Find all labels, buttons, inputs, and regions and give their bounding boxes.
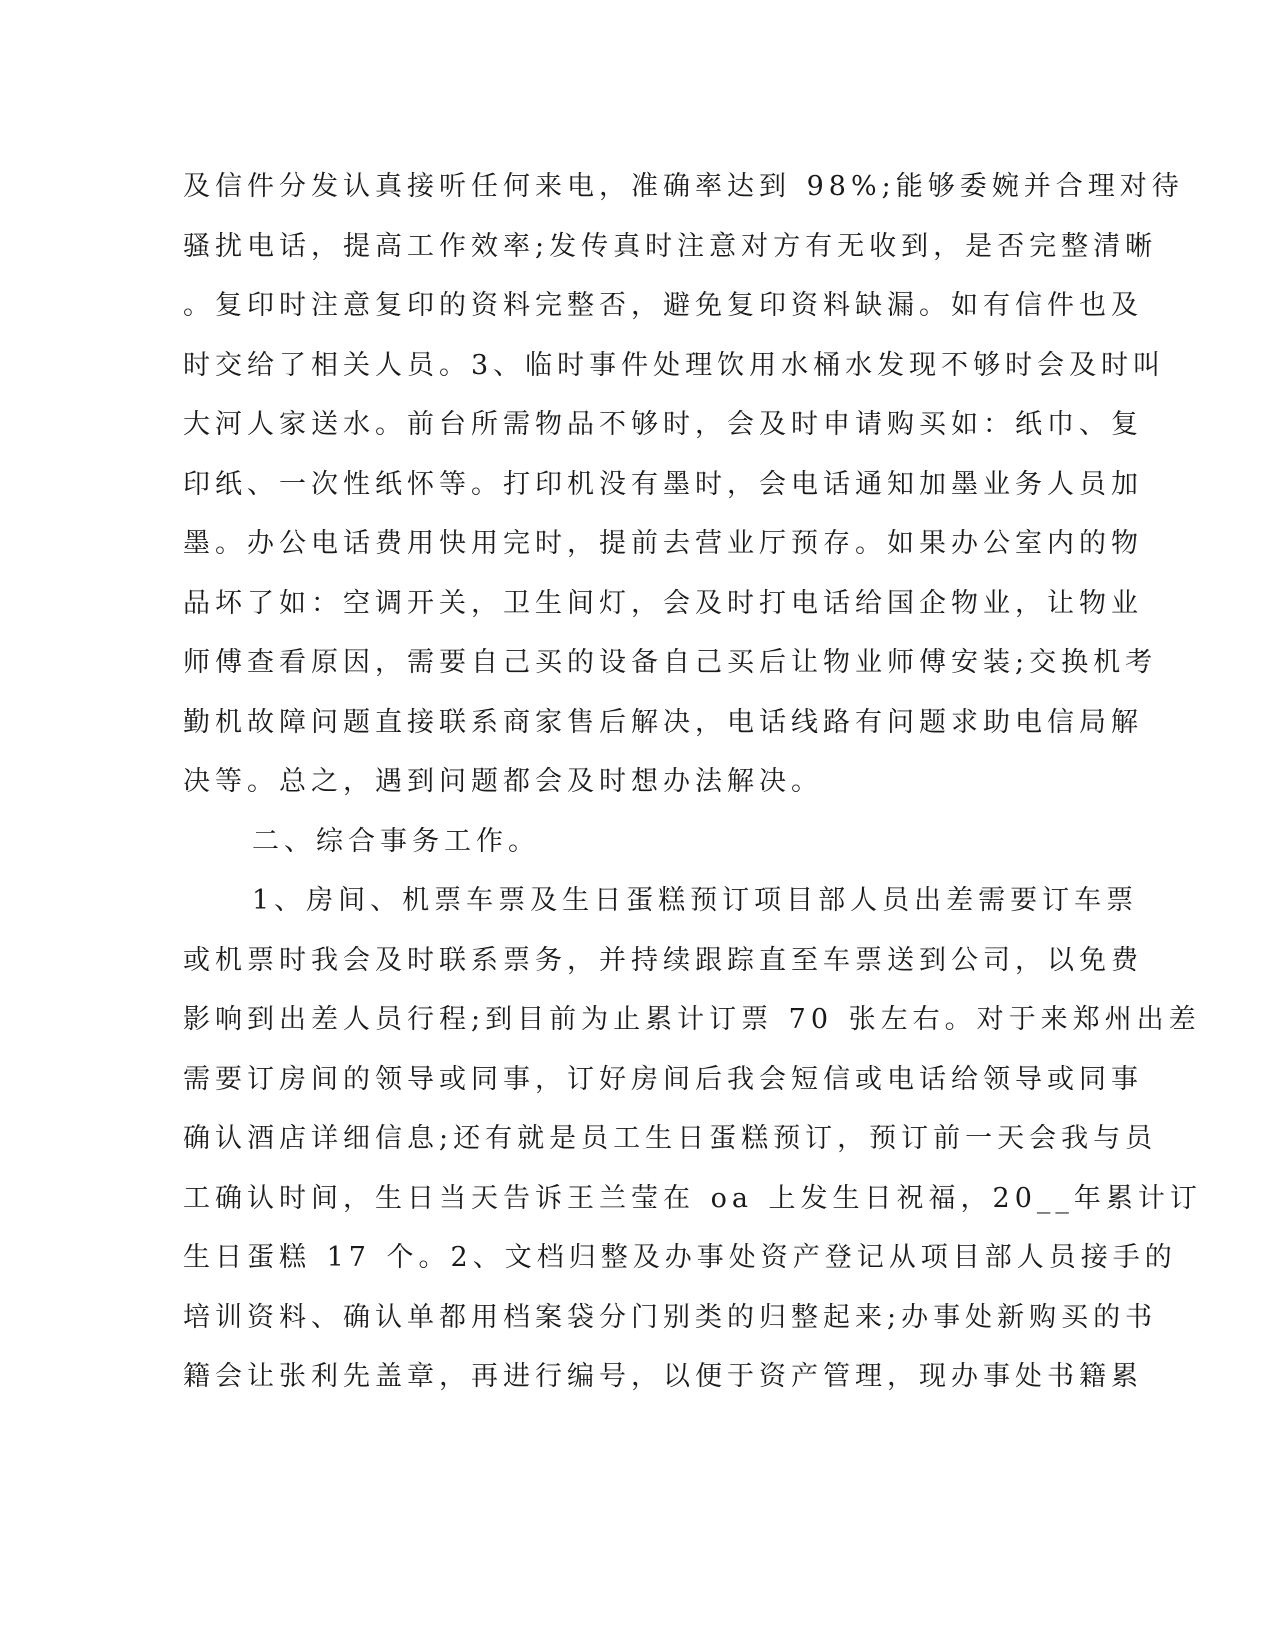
body-line-3: 。复印时注意复印的资料完整否，避免复印资料缺漏。如有信件也及 — [183, 290, 1143, 321]
body-line-9: 师傅查看原因，需要自己买的设备自己买后让物业师傅安装;交换机考 — [183, 647, 1158, 678]
body-line-19: 生日蛋糕 17 个。2、文档归整及办事处资产登记从项目部人员接手的 — [183, 1242, 1177, 1273]
body-line-8: 品坏了如：空调开关，卫生间灯，会及时打电话给国企物业，让物业 — [183, 587, 1143, 619]
body-line-6: 印纸、一次性纸怀等。打印机没有墨时，会电话通知加墨业务人员加 — [183, 468, 1143, 500]
body-line-21: 籍会让张利先盖章，再进行编号，以便于资产管理，现办事处书籍累 — [183, 1361, 1143, 1392]
body-line-20: 培训资料、确认单都用档案袋分门别类的归整起来;办事处新购买的书 — [183, 1301, 1158, 1333]
body-line-7: 墨。办公电话费用快用完时，提前去营业厅预存。如果办公室内的物 — [183, 528, 1143, 559]
body-line-16: 需要订房间的领导或同事，订好房间后我会短信或电话给领导或同事 — [183, 1063, 1143, 1095]
section-heading: 二、综合事务工作。 — [252, 825, 540, 857]
body-line-14: 或机票时我会及时联系票务，并持续跟踪直至车票送到公司，以免费 — [183, 944, 1143, 976]
document-body — [183, 157, 1202, 1407]
body-line-11: 决等。总之，遇到问题都会及时想办法解决。 — [183, 766, 823, 797]
body-line-17: 确认酒店详细信息;还有就是员工生日蛋糕预订，预订前一天会我与员 — [183, 1123, 1158, 1154]
body-line-1: 及信件分发认真接听任何来电，准确率达到 98%;能够委婉并合理对待 — [183, 171, 1184, 202]
body-line-15: 影响到出差人员行程;到目前为止累计订票 70 张左右。对于来郑州出差 — [183, 1004, 1201, 1035]
body-line-10: 勤机故障问题直接联系商家售后解决，电话线路有问题求助电信局解 — [183, 706, 1143, 738]
body-line-2: 骚扰电话，提高工作效率;发传真时注意对方有无收到，是否完整清晰 — [183, 230, 1158, 262]
body-line-5: 大河人家送水。前台所需物品不够时，会及时申请购买如：纸巾、复 — [183, 409, 1143, 440]
body-line-13: 1、房间、机票车票及生日蛋糕预订项目部人员出差需要订车票 — [252, 885, 1139, 916]
body-line-18: 工确认时间，生日当天告诉王兰莹在 oa 上发生日祝福，20__年累计订 — [183, 1182, 1202, 1214]
body-line-4: 时交给了相关人员。3、临时事件处理饮用水桶水发现不够时会及时叫 — [183, 349, 1166, 381]
